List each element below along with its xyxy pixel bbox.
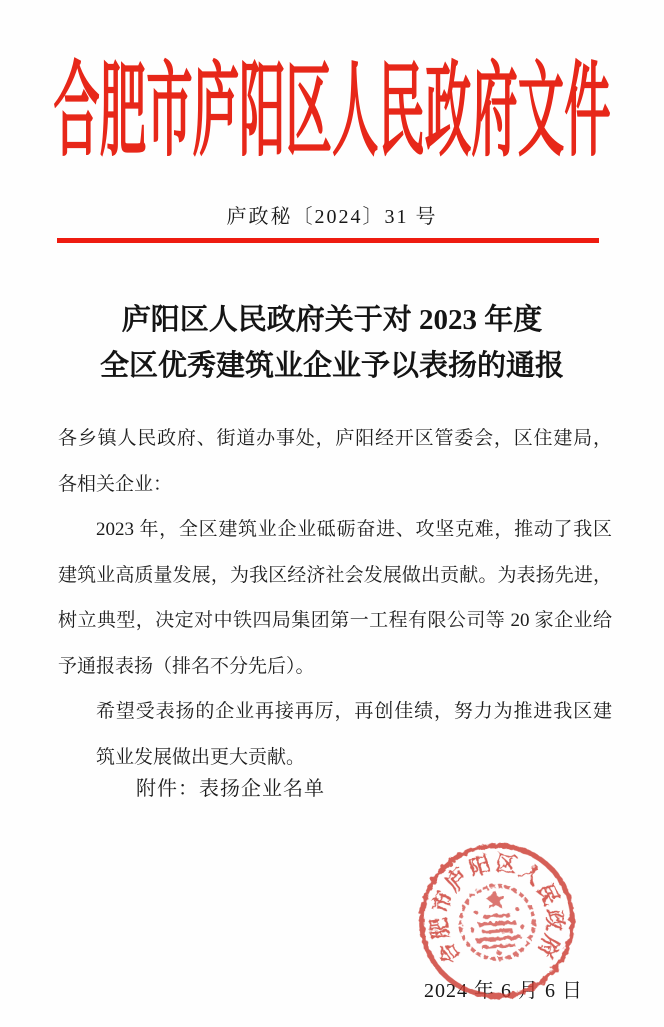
seal-character: 庐 [441,863,474,896]
seal-character: 肥 [426,916,454,941]
body-line: 树立典型，决定对中铁四局集团第一工程有限公司等 20 家企业给 [58,610,612,631]
document-title [0,297,664,389]
seal-character: 府 [533,931,565,962]
seal-character: 民 [532,879,564,910]
issue-date: 2024 年 6 月 6 日 [424,980,583,1002]
red-divider-line [57,238,599,243]
seal-character: 市 [427,887,458,917]
body-line: 各乡镇人民政府、街道办事处，庐阳经开区管委会，区住建局， [58,428,612,449]
letterhead-title: 合肥市庐阳区人民政府文件 [53,54,611,169]
body-line: 希望受表扬的企业再接再厉，再创佳绩，努力为推进我区建 [96,701,612,722]
seal-character: 阳 [466,851,494,881]
body-line: 各相关企业： [58,473,173,495]
seal-character: 合 [433,937,466,969]
body-text [58,416,612,780]
document-title-line1: 庐阳区人民政府关于对 2023 年度 [121,304,543,336]
letterhead [0,30,664,169]
seal-character: 人 [515,858,547,891]
seal-character: 区 [493,850,519,878]
document-title-line2: 全区优秀建筑业企业予以表扬的通报 [99,350,564,382]
document-number: 庐政秘〔2024〕31 号 [226,206,438,228]
seal-text [422,846,569,970]
body-line: 予通报表扬（排名不分先后）。 [58,655,315,677]
attachment-note: 附件：表扬企业名单 [136,778,325,800]
national-emblem-icon [458,883,536,961]
seal-character: 政 [542,909,567,932]
body-line: 建筑业高质量发展，为我区经济社会发展做出贡献。为表扬先进， [58,564,612,586]
body-line: 筑业发展做出更大贡献。 [96,746,306,768]
body-line: 2023 年，全区建筑业企业砥砺奋进、攻坚克难，推动了我区 [96,519,612,540]
